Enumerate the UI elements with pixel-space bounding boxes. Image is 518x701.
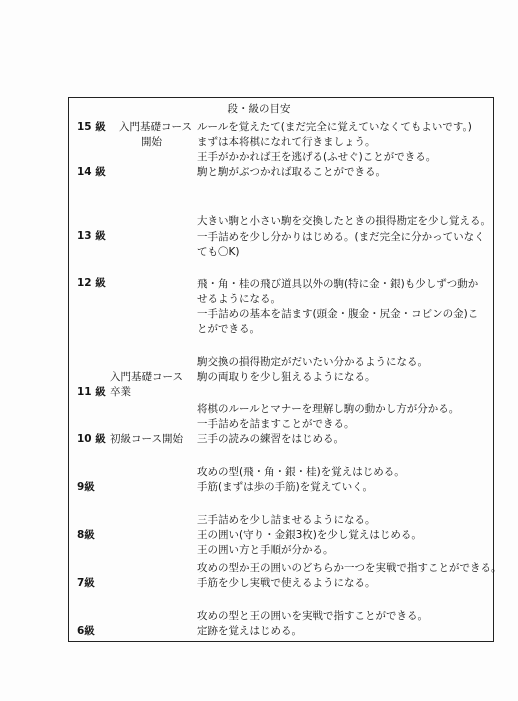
- description-line: 手筋(まずは歩の手筋)を覚えていく。: [197, 481, 373, 493]
- grade-label: 8級: [77, 529, 95, 541]
- description-line: 一手詰めを少し分かりはじめる。(まだ完全に分かっていなくても〇K): [197, 231, 485, 258]
- grade-label: 7級: [77, 577, 95, 589]
- description-line: 三手詰めを少し詰ませるようになる。: [197, 514, 376, 526]
- description-line: 一手詰めを詰ますことができる。: [197, 418, 355, 430]
- description-line: 攻めの型か王の囲いのどちらか一つを実戦で指すことができる。: [197, 562, 502, 574]
- grade-label: 15 級: [77, 121, 106, 133]
- table-title: 段・級の目安: [227, 103, 291, 115]
- grade-label: 10 級: [77, 433, 106, 445]
- course-label: 開始: [141, 136, 162, 148]
- description-line: 三手の読みの練習をはじめる。: [197, 433, 344, 445]
- grade-label: 13 級: [77, 230, 106, 242]
- course-label: 初級コース開始: [110, 433, 183, 445]
- description-line: 大きい駒と小さい駒を交換したときの損得勘定を少し覚える。: [197, 215, 491, 227]
- grade-label: 12 級: [77, 277, 106, 289]
- description-line: ルールを覚えたて(まだ完全に覚えていなくてもよいです。): [197, 121, 472, 133]
- description-line: 一手詰めの基本を詰ます(頭金・腹金・尻金・コビンの金)ことができる。: [197, 308, 479, 335]
- description-line: 駒の両取りを少し狙えるようになる。: [197, 371, 376, 383]
- description-line: まずは本将棋になれて行きましょう。: [197, 136, 376, 148]
- description-line: 王手がかかれば王を逃げる(ふせぐ)ことができる。: [197, 151, 437, 163]
- grade-label: 6級: [77, 625, 95, 637]
- grade-label: 11 級: [77, 386, 106, 398]
- grade-label: 14 級: [77, 166, 106, 178]
- description-line: 攻めの型と王の囲いを実戦で指すことができる。: [197, 610, 428, 622]
- grade-label: 9級: [77, 481, 95, 493]
- course-label: 卒業: [110, 386, 131, 398]
- description-line: 駒交換の損得勘定がだいたい分かるようになる。: [197, 356, 428, 368]
- description-line: 攻めの型(飛・角・銀・桂)を覚えはじめる。: [197, 466, 405, 478]
- description-line: 王の囲い方と手順が分かる。: [197, 544, 334, 556]
- description-line: 王の囲い(守り・金銀3枚)を少し覚えはじめる。: [197, 529, 422, 541]
- description-line: 駒と駒がぶつかれば取ることができる。: [197, 166, 386, 178]
- description-line: 将棋のルールとマナーを理解し駒の動かし方が分かる。: [197, 403, 460, 415]
- course-label: 入門基礎コース: [119, 121, 192, 133]
- description-line: 定跡を覚えはじめる。: [197, 625, 302, 637]
- description-line: 飛・角・桂の飛び道具以外の駒(特に金・銀)も少しずつ動かせるようになる。: [197, 278, 479, 305]
- course-label: 入門基礎コース: [110, 371, 183, 383]
- description-line: 手筋を少し実戦で使えるようになる。: [197, 577, 376, 589]
